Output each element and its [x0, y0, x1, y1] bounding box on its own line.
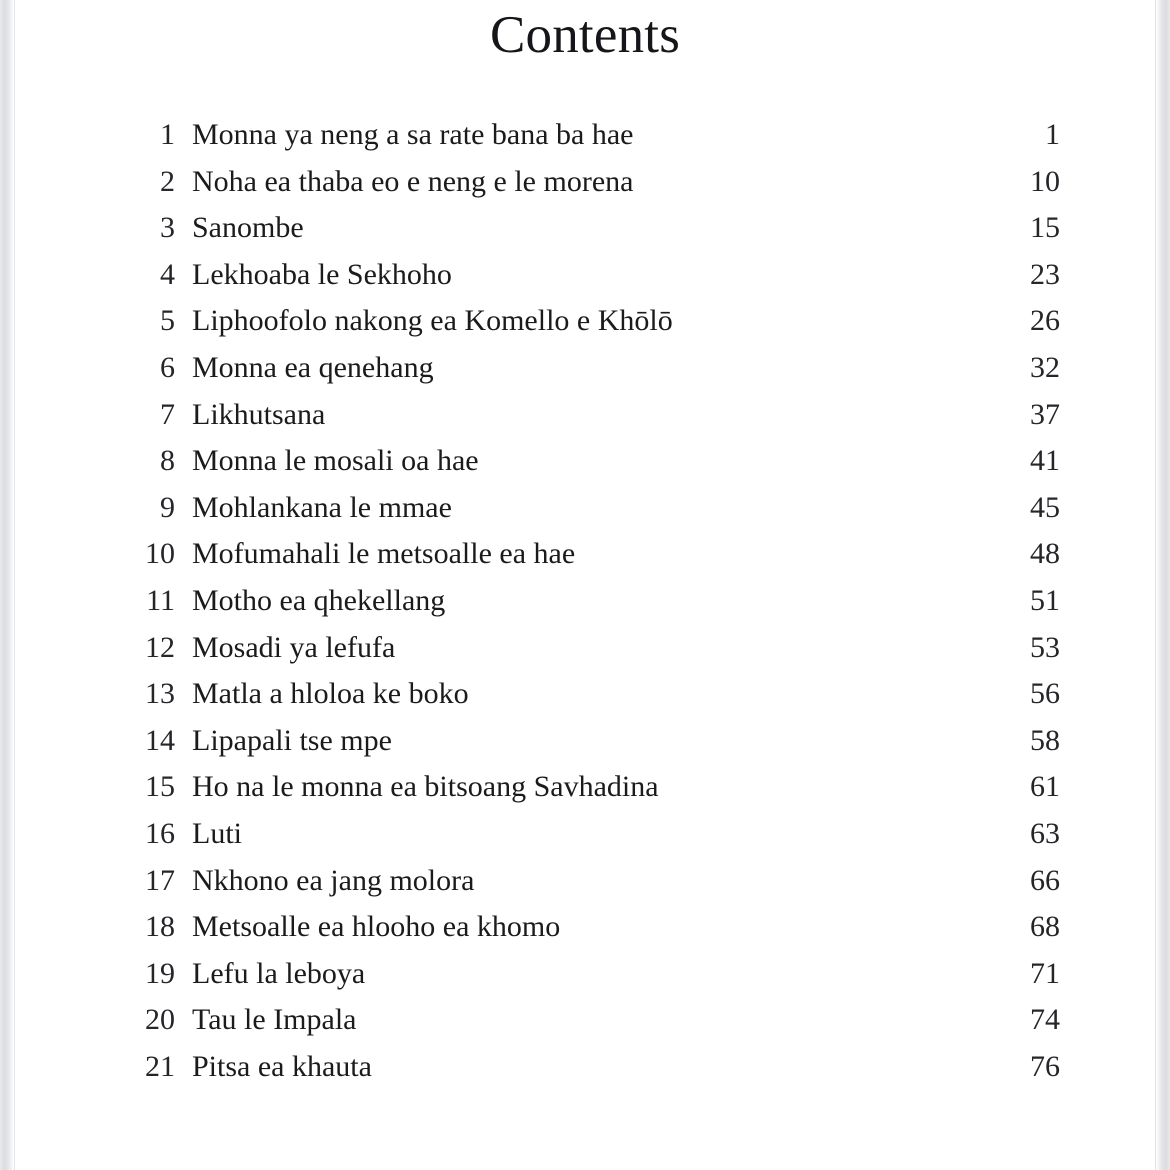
chapter-number: 7 [160, 397, 175, 431]
chapter-title[interactable]: Luti [192, 816, 242, 850]
chapter-title[interactable]: Pitsa ea khauta [192, 1049, 372, 1083]
toc-entry[interactable] [15, 438, 1155, 485]
page-number: 61 [1030, 770, 1060, 804]
toc-entry[interactable] [15, 625, 1155, 672]
chapter-number: 11 [146, 583, 175, 617]
chapter-title[interactable]: Lefu la leboya [192, 956, 366, 990]
chapter-title[interactable]: Mosadi ya lefufa [192, 630, 396, 664]
toc-entry[interactable] [15, 1044, 1155, 1091]
chapter-title[interactable]: Matla a hloloa ke boko [192, 677, 469, 711]
toc-entry[interactable] [15, 578, 1155, 625]
page-number: 58 [1030, 723, 1060, 757]
page-number: 41 [1030, 444, 1060, 478]
toc-entry[interactable] [15, 485, 1155, 532]
page-number: 15 [1030, 211, 1060, 245]
chapter-title[interactable]: Nkhono ea jang molora [192, 863, 475, 897]
page-number: 32 [1030, 350, 1060, 384]
toc-entry[interactable] [15, 252, 1155, 299]
page-gutter-left [0, 0, 15, 1170]
chapter-number: 4 [160, 257, 175, 291]
page-number: 10 [1030, 164, 1060, 198]
chapter-title[interactable]: Lipapali tse mpe [192, 723, 392, 757]
page-number: 56 [1030, 677, 1060, 711]
chapter-number: 5 [160, 304, 175, 338]
chapter-number: 19 [145, 956, 175, 990]
chapter-title[interactable]: Noha ea thaba eo e neng e le morena [192, 164, 634, 198]
page-number: 74 [1030, 1003, 1060, 1037]
chapter-title[interactable]: Monna le mosali oa hae [192, 444, 479, 478]
page-number: 76 [1030, 1049, 1060, 1083]
chapter-number: 12 [145, 630, 175, 664]
page-number: 23 [1030, 257, 1060, 291]
chapter-number: 10 [145, 537, 175, 571]
page-title: Contents [489, 6, 681, 64]
chapter-number: 20 [145, 1003, 175, 1037]
chapter-number: 21 [145, 1049, 175, 1083]
chapter-number: 3 [160, 211, 175, 245]
chapter-title[interactable]: Monna ya neng a sa rate bana ba hae [192, 118, 634, 151]
toc-entry[interactable] [15, 904, 1155, 951]
chapter-title[interactable]: Liphoofolo nakong ea Komello e Khōlō [192, 304, 673, 338]
chapter-number: 17 [145, 863, 175, 897]
toc-entry[interactable] [15, 858, 1155, 905]
page-number: 48 [1030, 537, 1060, 571]
page-gutter-right [1155, 0, 1170, 1170]
toc-entry[interactable] [15, 811, 1155, 858]
page-number: 68 [1030, 910, 1060, 944]
table-of-contents-list [15, 112, 1155, 1090]
chapter-title[interactable]: Likhutsana [192, 397, 326, 431]
page-number: 26 [1030, 304, 1060, 338]
page-number: 63 [1030, 816, 1060, 850]
page-number: 71 [1030, 956, 1060, 990]
chapter-number: 9 [160, 490, 175, 524]
chapter-number: 16 [145, 816, 175, 850]
toc-entry[interactable] [15, 671, 1155, 718]
toc-entry[interactable] [15, 112, 1155, 159]
chapter-title[interactable]: Metsoalle ea hlooho ea khomo [192, 910, 561, 944]
chapter-title[interactable]: Lekhoaba le Sekhoho [192, 257, 452, 291]
chapter-number: 18 [145, 910, 175, 944]
chapter-number: 2 [160, 164, 175, 198]
page-number: 37 [1030, 397, 1060, 431]
chapter-title[interactable]: Mofumahali le metsoalle ea hae [192, 537, 576, 571]
chapter-number: 8 [160, 444, 175, 478]
document-page [15, 0, 1155, 1170]
chapter-title[interactable]: Mohlankana le mmae [192, 490, 452, 524]
toc-entry[interactable] [15, 764, 1155, 811]
toc-entry[interactable] [15, 298, 1155, 345]
toc-entry[interactable] [15, 392, 1155, 439]
chapter-number: 6 [160, 350, 175, 384]
page-number: 53 [1030, 630, 1060, 664]
page-number: 45 [1030, 490, 1060, 524]
chapter-number: 14 [145, 723, 175, 757]
toc-entry[interactable] [15, 205, 1155, 252]
chapter-title[interactable]: Sanombe [192, 211, 304, 245]
chapter-title[interactable]: Motho ea qhekellang [192, 583, 446, 617]
page-number: 66 [1030, 863, 1060, 897]
chapter-number: 1 [160, 118, 175, 151]
toc-entry[interactable] [15, 951, 1155, 998]
chapter-number: 15 [145, 770, 175, 804]
toc-entry[interactable] [15, 159, 1155, 206]
chapter-title[interactable]: Ho na le monna ea bitsoang Savhadina [192, 770, 659, 804]
toc-entry[interactable] [15, 531, 1155, 578]
toc-entry[interactable] [15, 718, 1155, 765]
page-number: 51 [1030, 583, 1060, 617]
chapter-title[interactable]: Tau le Impala [192, 1003, 357, 1037]
toc-entry[interactable] [15, 997, 1155, 1044]
toc-entry[interactable] [15, 345, 1155, 392]
page-number: 1 [1045, 118, 1060, 151]
chapter-title[interactable]: Monna ea qenehang [192, 350, 434, 384]
chapter-number: 13 [145, 677, 175, 711]
